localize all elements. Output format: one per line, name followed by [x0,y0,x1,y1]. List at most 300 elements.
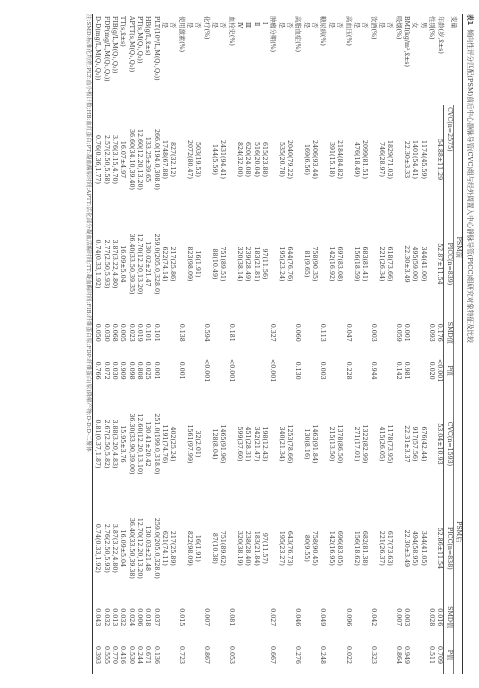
table-cell [360,598,368,636]
table-cell: 0.416 [119,646,127,665]
table-cell [318,390,326,499]
table-cell: 0.511 [427,646,435,665]
row-label: Ⅳ [236,22,244,29]
row-label: 肿瘤分期(%) [269,16,277,53]
table-row [101,14,109,674]
table-cell: 824(32.00) [236,142,244,177]
table-cell: 16.09±5.04 [119,245,127,283]
table-cell: 1748(67.88) [160,140,168,179]
table-cell: 0.944 [369,361,377,380]
row-label: 否 [311,22,319,29]
table-cell [377,636,385,674]
table-cell: 1463(91.84) [311,424,319,464]
table-cell: 0.003 [319,361,327,380]
table-row [235,14,243,674]
table-cell [268,390,276,499]
table-cell: 0.015 [177,608,185,627]
table-cell [235,352,243,390]
table-cell [310,352,318,390]
table-cell: 259.0(205.0,328.0) [152,233,160,295]
table-cell: 1561(97.99) [185,424,193,464]
table-cell [377,598,385,636]
table-row [118,14,126,674]
table-cell: 0.101 [152,323,160,342]
row-label: PT(s,M(Q₁,Q₃)) [135,16,143,64]
table-cell: 0.327 [269,323,277,342]
row-label: Ⅰ [261,22,269,25]
table-cell [235,314,243,352]
table-cell: 195(23.27) [277,530,285,566]
table-cell [218,636,226,674]
column-header: PICC(n=838) [444,498,453,598]
table-row [243,14,251,674]
data-table [92,14,463,674]
table-cell [260,598,268,636]
row-label: 化疗(%) [202,16,210,40]
table-cell: 620(24.08) [244,142,252,177]
table-cell: 0.001 [402,323,410,342]
row-label: Ⅱ [252,22,260,27]
table-cell [393,390,401,499]
table-cell: 0.030 [102,323,110,342]
table-cell: 0.594 [202,323,210,342]
table-cell [385,636,393,674]
row-label: 否 [361,22,369,29]
table-cell [327,598,335,636]
table-cell: 0.023 [127,323,135,342]
table-cell [260,314,268,352]
column-header: SMD值 [444,598,453,636]
table-cell: 0.032 [102,608,110,627]
table-cell [243,352,251,390]
table-cell: 476(18.49) [352,142,360,177]
table-cell: 0.864 [394,646,402,665]
table-cell: 0.244 [135,646,143,665]
table-cell: 746(28.97) [377,142,385,177]
table-cell [176,498,184,598]
table-cell [251,314,259,352]
table-cell: 0.037 [152,608,160,627]
table-cell: 0.060 [294,323,302,342]
table-cell: 2.57(2.50,5.58) [102,135,110,185]
table-row [352,14,360,674]
table-cell: 251.0(199.0,318.0) [152,413,160,475]
table-cell [226,498,234,598]
table-cell: 0.138 [177,323,185,342]
table-cell: 1829(71.03) [386,140,394,179]
table-cell: 1178(73.95) [386,424,394,464]
table-cell [410,636,418,674]
table-cell [193,314,201,352]
table-cell: 12.60(12.20,13.20) [135,129,143,191]
table-cell [343,498,351,598]
table-cell [410,314,418,352]
row-label: D-D(mg/L,M(Q₁,Q₃)) [92,14,101,105]
row-label: FDP(mg/L,M(Q₁,Q₃)) [102,16,110,82]
table-cell: 0.072 [102,361,110,380]
table-cell [410,598,418,636]
table-cell: 0.81(0.37,1.87) [92,390,101,499]
table-cell: 22.30±3.49 [402,529,410,567]
table-cell: 1401(54.41) [411,140,419,179]
table-cell: 22.30±3.49 [402,245,410,283]
table-cell [193,352,201,390]
table-cell: 751(89.51) [219,246,227,282]
row-label: Ⅲ [244,22,252,29]
table-cell: 271(17.01) [352,426,360,462]
table-cell: 451(28.31) [244,426,252,462]
table-cell: 16.07±4.97 [119,140,127,179]
table-footnote: 注:SMD:标准化均差;PLT:血小板计数;HB:血红蛋白;PT:凝血酶原时间;APTT:活化部分凝血活酶时间;TT:凝血酶时间;FIB:纤维蛋白原;FDP:纤维蛋白(原)降解产物;D-D:D-二聚体 [84,14,91,452]
table-cell: 618(73.66) [386,246,394,282]
table-cell: 503(19.53) [194,142,202,177]
table-cell: 16(1.91) [194,534,202,562]
table-cell [377,314,385,352]
table-cell: 22.31±3.37 [402,425,410,463]
row-label: PLT(10⁹/L,M(Q₁,Q₃)) [152,16,160,81]
table-cell: <0.001 [269,358,277,383]
table-cell [285,352,293,390]
row-label: 使用激素(%) [177,16,185,53]
table-cell [301,636,309,674]
table-cell: 3.87(3.22,4.80) [110,239,118,289]
table-cell [193,636,201,674]
table-cell: 87(10.38) [211,532,219,564]
table-cell [268,105,276,214]
table-cell [360,314,368,352]
table-cell: 2099(81.51) [361,140,369,179]
table-cell [368,390,376,499]
table-cell [335,352,343,390]
table-row [285,14,293,674]
table-cell [276,352,284,390]
table-row [226,14,234,674]
row-label: APTT(s,M(Q₁,Q₃)) [127,16,135,73]
table-cell [368,105,376,214]
table-cell: 12.70(12.20,13.20) [135,233,143,295]
column-header: PICC(n=839) [444,214,453,314]
row-label: 血栓史(%) [227,16,235,46]
table-row [126,14,134,674]
table-cell [210,314,218,352]
table-cell: 54.88±11.29 [436,138,444,181]
table-cell: 0.081 [227,608,235,627]
row-label: 否 [336,22,344,29]
table-cell [335,636,343,674]
table-cell: 0.248 [319,646,327,665]
table-cell [251,352,259,390]
table-cell [410,352,418,390]
column-header: SMD值 [444,314,453,352]
table-row [135,14,143,674]
table-cell: 0.136 [152,646,160,665]
table-cell [385,314,393,352]
row-label: 是 [277,22,285,29]
table-cell: 133.25±39.65 [144,136,152,183]
table-cell: 0.049 [319,608,327,627]
table-cell: 2040(79.22) [286,140,294,179]
table-cell: 239(28.49) [244,246,252,282]
table-cell: 0.007 [202,608,210,627]
table-row [293,14,301,674]
table-cell: 751(89.62) [219,530,227,566]
table-row [427,14,435,674]
table-cell [251,636,259,674]
table-cell: 0.007 [394,608,402,627]
table-cell [168,314,176,352]
table-cell [260,636,268,674]
table-cell [301,314,309,352]
table-cell [276,636,284,674]
table-row [176,14,184,674]
table-cell: 391(15.18) [327,142,335,177]
table-cell: 0.027 [269,608,277,627]
table-cell: 0.142 [394,361,402,380]
table-cell [168,636,176,674]
table-cell: 0.393 [92,636,101,674]
table-cell [393,105,401,214]
row-label: 否 [169,22,177,29]
table-cell: 643(76.73) [286,530,294,566]
table-cell [243,598,251,636]
table-cell: 0.020 [427,361,435,380]
table-cell: 2431(94.41) [219,140,227,179]
table-cell [385,352,393,390]
table-cell [335,314,343,352]
table-row [335,14,343,674]
table-cell [293,498,301,598]
table-cell: 0.043 [92,598,101,636]
table-cell [327,352,335,390]
table-cell: 622(74.14) [160,246,168,282]
row-label: 高血压(%) [344,16,352,46]
table-cell [310,314,318,352]
table-cell: 97(11.56) [261,248,269,280]
row-label: 糖尿病(%) [319,16,327,46]
table-cell [160,352,168,390]
table-cell [210,598,218,636]
table-cell: 3.76(3.15,4.70) [110,135,118,185]
table-cell: 15.95±3.76 [119,425,127,463]
table-cell: 758(90.35) [311,246,319,282]
table-cell [235,598,243,636]
table-cell [377,352,385,390]
row-label: 是 [160,22,168,29]
table-row [435,14,444,674]
table-cell: 617(73.63) [386,530,394,566]
table-cell [427,105,435,214]
table-cell [218,352,226,390]
table-cell [352,598,360,636]
table-cell: 36.60(34.10,39.40) [127,129,135,191]
table-row [143,14,151,674]
column-header: CVC(n=2575) [444,105,453,214]
table-cell [268,214,276,314]
table-cell: 0.096 [344,608,352,627]
table-cell [226,105,234,214]
table-cell: 0.013 [110,608,118,627]
table-cell: 142(16.95) [327,530,335,566]
table-cell: 130(8.16) [302,428,310,460]
table-cell: 22.30±3.33 [402,140,410,179]
table-cell [327,636,335,674]
table-cell: 644(76.76) [286,246,294,282]
table-row [168,14,176,674]
table-cell: 215(13.50) [327,426,335,462]
table-row [327,14,335,674]
table-cell: 1253(78.66) [286,424,294,464]
table-cell: 0.042 [369,608,377,627]
table-cell [352,352,360,390]
table-cell: 0.050 [92,314,101,352]
table-cell: 0.949 [402,646,410,665]
table-cell [293,105,301,214]
table-cell: 0.766 [92,352,101,390]
table-row [310,14,318,674]
table-cell: 0.981 [402,361,410,380]
table-cell: 0.093 [427,323,435,342]
table-cell: 259.0(205.0,328.0) [152,517,160,579]
table-cell: 344(41.00) [419,246,427,282]
table-cell: 32(2.01) [194,430,202,458]
table-cell: 0.016 [436,608,444,627]
table-row [368,14,376,674]
table-row [210,14,218,674]
table-cell: 36.30(33.90,39.00) [127,413,135,475]
row-label: 否 [219,22,227,29]
table-cell [285,636,293,674]
table-cell: 494(58.95) [411,530,419,566]
table-cell [185,636,193,674]
table-cell: 0.001 [152,361,160,380]
table-cell: 52.87±11.54 [436,243,444,285]
table-cell: 81(9.65) [302,250,310,278]
table-cell [343,390,351,499]
table-cell [226,390,234,499]
table-cell: 0.76(0.36,1.77) [92,105,101,214]
table-cell: 402(25.24) [169,426,177,462]
table-row [318,14,326,674]
table-cell: 320(38.14) [236,246,244,282]
table-cell [285,314,293,352]
table-cell: 0.018 [144,608,152,627]
table-row [185,14,193,674]
table-cell [160,636,168,674]
table-cell: 183(21.81) [252,246,260,282]
table-cell: 0.022 [344,646,352,665]
table-cell [201,214,209,314]
table-cell: 0.323 [369,646,377,665]
table-cell: 156(18.59) [352,246,360,282]
table-cell: 696(83.05) [336,530,344,566]
table-cell: <0.001 [227,358,235,383]
table-cell: 340(21.34) [277,426,285,462]
table-cell [218,314,226,352]
table-cell: 2072(80.47) [185,140,193,179]
table-cell: 0.723 [177,646,185,665]
table-row [92,14,101,674]
table-cell: 0.770 [110,646,118,665]
table-cell: 1174(45.59) [419,140,427,179]
table-cell: 0.671 [144,646,152,665]
table-cell [176,390,184,499]
table-cell: 0.046 [294,608,302,627]
table-cell: 0.555 [102,646,110,665]
column-header: P值 [444,636,453,674]
table-cell [310,636,318,674]
table-cell [210,636,218,674]
table-cell: 0.006 [135,608,143,627]
table-title: 倾向性评分匹配(PSM)前后中心静脉导管(CVC)组与经外周置入中心静脉导管(PICC)组研究对象特征及比较 [466,29,474,343]
table-cell [418,352,426,390]
table-cell: 0.024 [127,608,135,627]
table-cell: 0.130 [294,361,302,380]
row-label: 年龄(岁,x̄±s) [436,16,444,54]
row-label: 饮酒(%) [369,16,377,40]
table-row [218,14,226,674]
table-cell: 12.60(12.20,13.10) [135,413,143,475]
table-cell: 823(98.09) [185,246,193,282]
table-row [260,14,268,674]
table-cell: <0.001 [202,358,210,383]
table-cell: 2184(84.82) [336,140,344,179]
table-cell: 1322(82.99) [361,424,369,464]
table-cell: 128(8.04) [211,428,219,460]
table-cell: 183(21.84) [252,530,260,566]
table-cell [193,598,201,636]
table-cell: 599(37.60) [236,426,244,462]
table-caption [463,14,473,674]
table-cell: 758(90.45) [311,530,319,566]
row-label: 是 [377,22,385,29]
table-cell: 683(81.41) [361,246,369,282]
table-cell: 415(26.05) [377,426,385,462]
table-row [201,14,209,674]
table-cell: 195(23.24) [277,246,285,282]
table-cell: 0.053 [227,646,235,665]
table-cell: 221(26.37) [377,530,385,566]
table-cell [310,598,318,636]
row-label: 男 [419,22,427,29]
table-cell: 16(1.91) [194,250,202,278]
table-cell: 0.068 [110,323,118,342]
table-cell: 0.909 [119,361,127,380]
table-cell: 676(42.44) [419,426,427,462]
table-label: 表1 [466,14,474,26]
table-cell [368,214,376,314]
table-cell: 198(12.43) [261,426,269,462]
table-cell: 80(9.55) [302,534,310,562]
table-cell: 0.74(0.33,1.92) [92,498,101,598]
table-cell: 0.808 [135,361,143,380]
table-row [268,14,276,674]
table-row [410,14,418,674]
table-cell: 2406(93.44) [311,140,319,179]
table-cell [301,352,309,390]
table-cell [243,636,251,674]
table-row [276,14,284,674]
table-row [377,14,385,674]
table-cell: 1378(86.50) [336,424,344,464]
table-cell: 2.76(2.50,5.93) [102,523,110,573]
table-cell: 238(28.40) [244,530,252,566]
table-cell [418,598,426,636]
table-row [193,14,201,674]
row-label: 吸烟(%) [394,16,402,40]
table-cell [260,352,268,390]
table-cell: 0.74(0.33,1.92) [92,214,101,314]
table-cell: 36.40(33.50,39.35) [127,233,135,295]
